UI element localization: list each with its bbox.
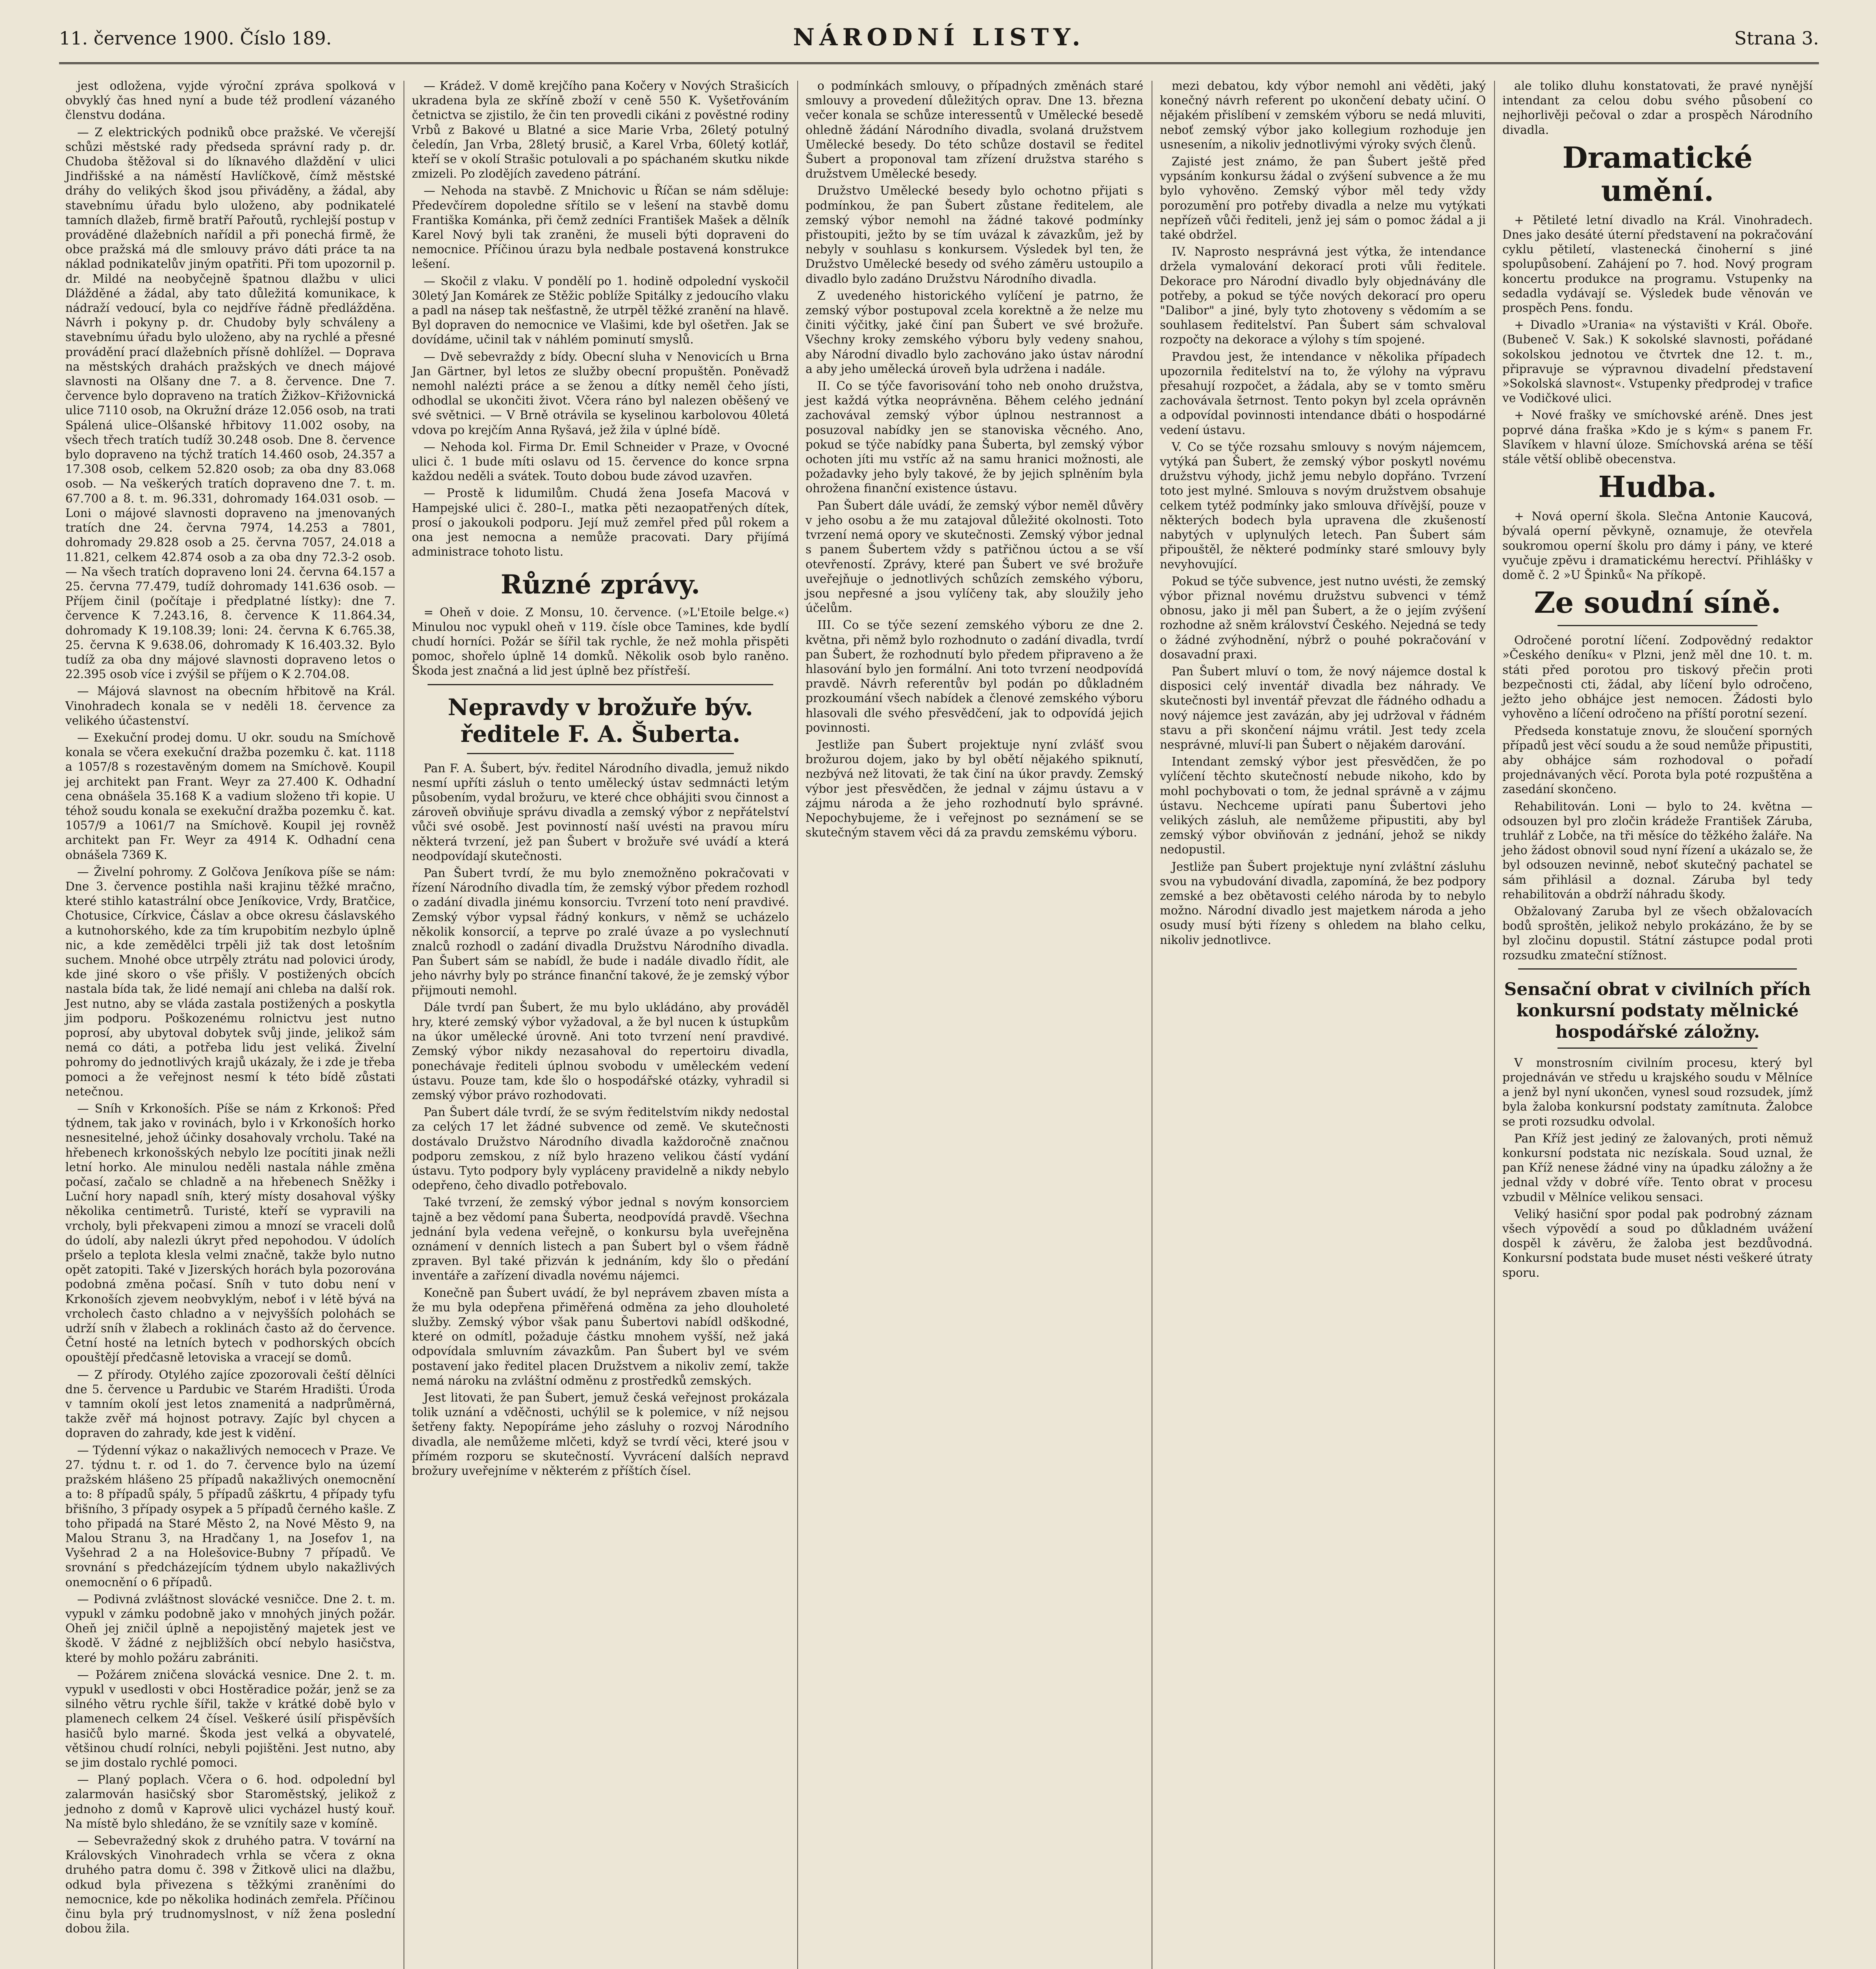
paragraph: — Sebevražedný skok z druhého patra. V tovární na Královských Vinohradech vrhla se včera z okna druhého patra domu č. 398 v Žitkově ulici na dlažbu, odkud byla přivezena s těžkými zraněními do nemocnice, kde po několika hodinách zemřela. Příčinou činu byla prý trudnomyslnost, v níž žena poslední dobou žila. [65,1834,395,1936]
paragraph: Předseda konstatuje znovu, že sloučení sporných případů jest věcí soudu a že soud nemůže připustiti, aby obhájce sám rozhodoval o pořadí projednávaných věcí. Porota byla poté rozpuštěna a zasedání skončeno. [1502,724,1813,796]
paragraph: — Exekuční prodej domu. U okr. soudu na Smíchově konala se včera exekuční dražba pozemku č. kat. 1118 a 1057/8 s rozestavěným domem na Smíchově. Koupil jej architekt pan Frant. Weyr za 27.400 K. Odhadní cena obnášela 35.168 K a vadium složeno tři kopie. U téhož soudu konala se exekuční dražba pozemku č. kat. 1057/9 a 1061/7 na Smíchově. Koupil jej rovněž architekt pan Fr. Weyr za 4914 K. Odhadní cena obnášela 7369 K. [65,730,395,862]
divider [1518,968,1797,970]
column-3 [799,79,1150,1969]
paragraph: mezi debatou, kdy výbor nemohl ani věděti, jaký konečný návrh referent po ukončení debaty učiní. O nějakém přislíbení v zemském výboru se nedá mluviti, neboť zemský výbor jako kollegium rozhoduje jen usnesením, a nikoliv jednotlivými výroky svých členů. [1160,79,1486,151]
divider [1557,1048,1757,1049]
section-heading-drama: Dramatické umění. [1562,141,1753,208]
paragraph: V monstrosním civilním procesu, který byl projednáván ve středu u krajského soudu v Mělníce a jenž byl nyní ukončen, vynesl soud rozsudek, jímž byla žaloba konkursní podstaty zamítnuta. Žalobce se proti rozsudku odvolal. [1502,1056,1813,1128]
paragraph: IV. Naprosto nesprávná jest výtka, že intendance držela vymalování dekorací proti vůli ředitele. Dekorace pro Národní divadlo byly objednávány dle potřeby, a pokud se týče nových dekorací pro operu "Dalibor" a jiné, byly tyto zhotoveny s vědomím a se souhlasem ředitelství. Pan Šubert sám schvaloval rozpočty na dekorace a výlohy s tím spojené. [1160,245,1486,347]
paragraph: Pan Kříž jest jediný ze žalovaných, proti němuž konkursní podstata nic nezískala. Soud uznal, že pan Kříž nenese žádné viny na úpadku záložny a že jednal vždy v dobré víře. Tento obrat v procesu vzbudil v Mělníce velikou sensaci. [1502,1131,1813,1204]
paragraph: Rehabilitován. Loni — bylo to 24. května — odsouzen byl pro zločin krádeže František Záruba, truhlář z Lobče, na tři měsíce do těžkého žaláře. Na jeho žádost obnovil soud nyní řízení a ukázalo se, že byl odsouzen nevinně, neboť skutečný pachatel se sám přihlásil a doznal. Záruba byl tedy rehabilitován a obdrží náhradu škody. [1502,799,1813,901]
section-heading-music: Hudba. [1598,470,1717,504]
paragraph: jest odložena, vyjde výroční zpráva spolková v obvyklý čas hned nyní a bude též prodlení vázaného členstvu dodána. [65,79,395,122]
paragraph: Zajisté jest známo, že pan Šubert ještě před vypsáním konkursu žádal o zvýšení subvence a že mu bylo vyhověno. Zemský výbor měl tedy vždy porozumění pro potřeby divadla a nelze mu vytýkati nepřízeň vůči řediteli, jenž jej sám o pomoc žádal a ji také obdržel. [1160,155,1486,242]
header-rule [59,62,1819,64]
paragraph: Veliký hasiční spor podal pak podrobný záznam všech výpovědí a soud po důkladném uvážení dospěl k závěru, že žaloba jest bezdůvodná. Konkursní podstata bude muset nésti veškeré útraty sporu. [1502,1207,1813,1279]
paragraph: — Požárem zničena slovácká vesnice. Dne 2. t. m. vypukl v usedlosti v obci Hostěradice požár, jenž se za silného větru rychle šířil, takže v krátké době bylo v plamenech celkem 24 čísel. Veškeré úsilí přispěvších hasičů bylo marné. Škoda jest velká a obyvatelé, většinou chudí rolníci, nebyli pojištěni. Jest nutno, aby se jim dostalo rychlé pomoci. [65,1668,395,1769]
divider [467,753,734,754]
paragraph: Odročené porotní líčení. Zodpovědný redaktor »Českého deníku« v Plzni, jenž měl dne 10. t. m. státi před porotou pro tiskový přečin proti bezpečnosti cti, žádal, aby líčení bylo odročeno, ježto jeho obhájce jest nemocen. Žádosti bylo vyhověno a líčení odročeno na příští porotní sezení. [1502,634,1813,721]
masthead [59,16,1819,71]
paragraph: Jestliže pan Šubert projektuje nyní zvlášť svou brožurou dojem, jako by byl obětí nějakého spiknutí, nezbývá než litovati, že tak činí na úkor pravdy. Zemský výbor jest přesvědčen, že jednal v zájmu ústavu a v zájmu národa a že jeho rozhodnutí bylo správné. Nepochybujeme, že i veřejnost po seznámení se se skutečným stavem věci dá za pravdu zemskému výboru. [806,738,1143,840]
paragraph: + Divadlo »Urania« na výstavišti v Král. Oboře. (Bubeneč V. Sak.) K sokolské slavnosti, pořádané sokolskou jednotou ve čtvrtek dne 12. t. m., připravuje se výpravnou divadelní představení »Sokolská slavnost«. Vstupenky předprodej v trafice ve Vodičkové ulici. [1502,318,1813,405]
paragraph: Pravdou jest, že intendance v několika případech upozornila ředitelství na to, že výlohy na výpravu přesahují rozpočet, a žádala, aby se v tomto směru zachovávala šetrnost. Tento pokyn byl zcela oprávněn a odpovídal povinnosti intendance dbáti o hospodárné vedení ústavu. [1160,350,1486,437]
column-1 [59,79,402,1969]
paragraph: Také tvrzení, že zemský výbor jednal s novým konsorciem tajně a bez vědomí pana Šuberta, neodpovídá pravdě. Všechna jednání byla vedena veřejně, o konkursu byla uveřejněna oznámení v denních listech a pan Šubert byl o všem řádně zpraven. Byl také přizván k jednáním, kdy šlo o předání inventáře a zařízení divadla novému nájemci. [412,1196,789,1283]
paragraph: V. Co se týče rozsahu smlouvy s novým nájemcem, vytýká pan Šubert, že zemský výbor poskytl novému družstvu výhody, jichž jemu nebylo dopřáno. Tvrzení toto jest mylné. Smlouva s novým družstvem obsahuje celkem tytéž podmínky jako smlouva dřívější, pouze v některých bodech byla upravena dle zkušeností nabytých v uplynulých letech. Pan Šubert sám připouštěl, že některé podmínky staré smlouvy byly nevyhovující. [1160,440,1486,571]
paragraph: — Z elektrických podniků obce pražské. Ve včerejší schůzi městské rady předseda správní rady p. dr. Chudoba štěžoval si do líknavého dlaždění v ulici Jindřišské a na náměstí Havlíčkově, čímž městské dráhy do velikých škod jsou přiváděny, a žádal, aby stavebnímu úřadu bylo uloženo, aby podnikatelé tamních dlažeb, firmě bratří Pařoutů, rychlejší postup v prováděné dlažebních nařídil a při ponechá firmě, že obce pražská má dle smlouvy právo dáti práce ta na náklad podnikatelův jiným opatřiti. Při tom upozornil p. dr. Mildé na neobyčejně špatnou dlažbu v ulici Dlážděné a žádal, aby tato důležitá komunikace, k nádraží vedoucí, byla co nejdříve řádně předlážděna. Návrh i pokyny p. dr. Chudoby byly schváleny a stavebnímu úřadu bylo uloženo, aby na rychlé a přesné provádění prací dlažebních přísně dohlížel. — Doprava na městských drahách pražských ve dnech májové slavnosti na Olšany dne 7. a 8. července. Dne 7. července bylo dopraveno na tratích Žižkov–Křižovnická ulice 7110 osob, na Okružní dráze 12.056 osob, na trati Spálená ulice–Olšanské hřbitovy 11.002 osoby, na všech třech tratích tudíž 30.248 osob. Dne 8. července bylo dopraveno na týchž tratích 14.460 osob, 24.357 a 17.308 osob, celkem 52.820 osob; za oba dny 83.068 osob. — Na veškerých tratích dopraveno dne 7. t. m. 67.700 a 8. t. m. 96.331, dohromady 164.031 osob. — Loni o májové slavnosti dopraveno na jmenovaných tratích dne 24. června 7974, 14.253 a 7801, dohromady 29.828 osob a 25. června 7057, 24.018 a 11.821, celkem 42.874 osob a za oba dny 72.3-2 osob. — Na všech tratích dopraveno loni 24. června 64.157 a 25. června 77.479, tudíž dohromady 141.636 osob. — Příjem činil (počítaje i předplatné lístky): dne 7. července K 7.243.16, 8. července K 11.864.34, dohromady K 19.108.39; loni: 24. června K 6.765.38, 25. června K 9.638.06, dohromady K 16.403.32. Bylo tudíž za oba dny májové slavnosti dopraveno letos o 22.395 osob více i zvýšil se příjem o K 2.704.08. [65,125,395,681]
paragraph: Konečně pan Šubert uvádí, že byl neprávem zbaven místa a že mu byla odepřena přiměřená odměna za jeho dlouholeté služby. Zemský výbor však panu Šubertovi nabídl odškodné, které on odmítl, požaduje částku mnohem vyšší, než jaká odpovídala smluvním závazkům. Pan Šubert byl ve svém postavení jako ředitel placen Družstvem a nikoliv zemí, takže nemá nároku na zvláštní odměnu z prostředků zemských. [412,1286,789,1387]
paragraph: Jestliže pan Šubert projektuje nyní zvláštní zásluhu svou na vybudování divadla, zapomíná, že bez podpory zemské a bez obětavosti celého národa by to nebylo možno. Národní divadlo jest majetkem národa a jeho osudy musí býti řízeny s ohledem na blaho celku, nikoliv jednotlivce. [1160,860,1486,947]
paragraph: — Týdenní výkaz o nakažlivých nemocech v Praze. Ve 27. týdnu t. r. od 1. do 7. července bylo na území pražském hlášeno 25 případů nakažlivých onemocnění a to: 8 případů spály, 5 případů záškrtu, 4 případy tyfu břišního, 3 případy osypek a 5 případů černého kašle. Z toho připadá na Staré Město 2, na Nové Město 9, na Malou Stranu 3, na Hradčany 1, na Josefov 1, na Vyšehrad 2 a na Holešovice-Bubny 7 případů. Ve srovnání s předcházejícím týdnem ubylo nakažlivých onemocnění o 6 případů. [65,1443,395,1589]
paragraph: Dále tvrdí pan Šubert, že mu bylo ukládáno, aby prováděl hry, které zemský výbor vyžadoval, a že byl nucen k ústupkům na úkor umělecké úrovně. Ani toto tvrzení není pravdivé. Zemský výbor nikdy nezasahoval do repertoiru divadla, ponechávaje řediteli úplnou svobodu v uměleckém vedení ústavu. Pouze tam, kde šlo o hospodářské otázky, vyhradil si zemský výbor právo rozhodovati. [412,1000,789,1102]
issue-date: 11. července 1900. Číslo 189. [59,28,332,49]
column-2 [406,79,795,1969]
article-heading-sensace: Sensační obrat v civilních přích konkursní podstaty mělnické hospodářské záložny. [1504,979,1811,1042]
paragraph: — Májová slavnost na obecním hřbitově na Král. Vinohradech konala se v neděli 18. července za velikého účastenství. [65,684,395,727]
page-number: Strana 3. [1734,28,1819,49]
paragraph: ale toliko dluhu konstatovati, že pravé nynější intendant za celou dobu svého působení co nejhorlivěji pečoval o zdar a prospěch Národního divadla. [1502,79,1813,137]
paragraph: — Sníh v Krkonoších. Píše se nám z Krkonoš: Před týdnem, tak jako v rovinách, bylo i v Krkonoších horko nesnesitelné, jehož účinky dosahovaly vrcholu. Také na hřebenech krkonošských nebylo lze pocítiti jinak nežli letní horko. Ale minulou neděli nastala náhle změna počasí, začalo se chladně a na hřebenech Sněžky i Luční hory napadl sníh, který místy dosahoval výšky několika centimetrů. Turisté, kteří se vypravili na vrcholy, byli překvapeni zimou a mnozí se vraceli dolů do údolí, aby nalezli úkryt před nepohodou. V údolích pršelo a teplota klesla velmi značně, takže bylo nutno opět zatopiti. Také v Jizerských horách byla pozorována podobná změna počasí. Sníh v tuto dobu není v Krkonoších zjevem neobvyklým, neboť i v létě bývá na vrcholech často chladno a v nejvyšších polohách se udrží sníh v žlabech a roklinách často až do července. Četní hosté na letních bytech v podhorských obcích opouštějí předčasně letoviska a vracejí se domů. [65,1102,395,1365]
divider [428,684,773,685]
paragraph: Pan Šubert dále tvrdí, že se svým ředitelstvím nikdy nedostal za celých 17 let žádné subvence od země. Ve skutečnosti dostávalo Družstvo Národního divadla každoročně značnou podporu zemskou, z níž bylo hrazeno velikou částí vydání ústavu. Tyto podpory byly vypláceny pravidelně a nikdy nebylo odepřeno, čeho divadlo potřebovalo. [412,1105,789,1192]
paragraph: — Nehoda na stavbě. Z Mnichovic u Říčan se nám sděluje: Předevčírem dopoledne sřítilo se v lešení na stavbě domu Františka Kománka, při čemž zedníci František Mašek a dělník Karel Nový byli tak zraněni, že museli býti dopraveni do nemocnice. Příčinou úrazu byla nedbale postavená konstrukce lešení. [412,184,789,271]
paragraph: Z uvedeného historického vylíčení je patrno, že zemský výbor postupoval zcela korektně a že nelze mu činiti výčitky, jaké činí pan Šubert ve své brožuře. Všechny kroky zemského výboru byly vedeny snahou, aby Národní divadlo bylo zachováno jako ústav národní a aby jeho umělecká úroveň byla udržena i nadále. [806,289,1143,376]
divider [1557,625,1757,626]
paragraph: — Skočil z vlaku. V pondělí po 1. hodině odpolední vyskočil 30letý Jan Komárek ze Stěžic poblíže Spitálky z jedoucího vlaku a padl na násep tak nešťastně, že utrpěl těžké zranění na hlavě. Byl dopraven do nemocnice ve Vlašimi, kde byl ošetřen. Jak se dovídáme, učinil tak v náhlém pominutí smyslů. [412,274,789,347]
paragraph: Družstvo Umělecké besedy bylo ochotno přijati s podmínkou, že pan Šubert zůstane ředitelem, ale zemský výbor nemohl na žádné takové podmínky přistoupiti, ježto by se tím uvázal k závazkům, jež by nebyly v souhlasu s konkursem. Výsledek byl ten, že Družstvo Umělecké besedy od svého záměru ustoupilo a divadlo bylo zadáno Družstvu Národního divadla. [806,184,1143,286]
paragraph: + Nová operní škola. Slečna Antonie Kaucová, bývalá operní pěvkyně, oznamuje, že otevřela soukromou operní školu pro dámy i pány, ve které vyučuje zpěvu i dramatickému herectví. Přihlášky v domě č. 2 »U Špinků« Na příkopě. [1502,510,1813,582]
paragraph: — Prostě k lidumilům. Chudá žena Josefa Macová v Hampejské ulici č. 280–I., matka pěti nezaopatřených dítek, prosí o jakoukoli podporu. Její muž zemřel před půl rokem a ona jest nemocna a nemůže pracovati. Dary přijímá administrace tohoto listu. [412,486,789,559]
paragraph: — Planý poplach. Včera o 6. hod. odpolední byl zalarmován hasičský sbor Staroměstský, jelikož z jednoho z domů v Kaprově ulici vycházel hustý kouř. Na místě bylo shledáno, že se vznítily saze v komíně. [65,1773,395,1830]
paragraph: — Podivná zvláštnost slovácké vesničce. Dne 2. t. m. vypukl v zámku podobně jako v mnohých jiných požár. Oheň jej zničil úplně a nepojistěný majetek jest ve škodě. V žádné z nejbližších obcí nebylo hasičstva, které by mohlo požáru zabrániti. [65,1592,395,1665]
paragraph: Pan F. A. Šubert, býv. ředitel Národního divadla, jemuž nikdo nesmí upříti zásluh o tento umělecký ústav sedmnácti letým působením, vydal brožuru, ve které chce obhájiti svou činnost a zároveň obviňuje správu divadla a zemský výbor z nepřátelství vůči své osobě. Jest povinností naší uvésti na pravou míru některá tvrzení, jež pan Šubert v brožuře své uvádí a která neodpovídají skutečnosti. [412,761,789,863]
paragraph: Pan Šubert tvrdí, že mu bylo znemožněno pokračovati v řízení Národního divadla tím, že zemský výbor předem rozhodl o zadání divadla jinému konsorciu. Tvrzení toto není pravdivé. Zemský výbor vypsal řádný konkurs, v němž se ucházelo několik konsorcií, a teprve po zralé úvaze a po vyslechnutí znalců rozhodl o zadání divadla Družstvu Národního divadla. Pan Šubert sám se nabídl, že bude i nadále divadlo řídit, ale jeho návrhy byly po stránce finanční takové, že je zemský výbor přijmouti nemohl. [412,866,789,997]
paragraph: III. Co se týče sezení zemského výboru ze dne 2. května, při němž bylo rozhodnuto o zadání divadla, tvrdí pan Šubert, že rozhodnutí bylo předem připraveno a že hlasování bylo jen formální. Ani toto tvrzení neodpovídá pravdě. Návrh referentův byl podán po důkladném prozkoumání všech nabídek a členové zemského výboru hlasovali dle svého přesvědčení, jak to odpovídá jejich povinnosti. [806,618,1143,734]
column-5 [1496,79,1819,1969]
paragraph: Obžalovaný Zaruba byl ze všech obžalovacích bodů sproštěn, jelikož nebylo prokázáno, že by se byl zločinu dopustil. Státní zástupce podal proti rozsudku zmateční stížnost. [1502,904,1813,962]
paragraph: II. Co se týče favorisování toho neb onoho družstva, jest každá výtka neoprávněna. Během celého jednání zachovával zemský výbor úplnou nestrannost a posuzoval nabídky jen se stanoviska věcného. Ano, pokud se týče nabídky pana Šuberta, byl zemský výbor ochoten jíti mu vstříc až na samu hranici možnosti, ale požadavky jeho byly takové, že by jejich splněním byla ohrožena finanční existence ústavu. [806,379,1143,495]
paragraph: — Krádež. V domě krejčího pana Kočery v Nových Strašicích ukradena byla ze skříně zboží v ceně 550 K. Vyšetřováním četnictva se zjistilo, že čin ten provedli cikáni z pověstné rodiny Vrbů z Bakové u Blatné a sice Marie Vrba, 26letý potulný čeledín, Jan Vrba, 28letý brusič, a Karel Vrba, 60letý kotlář, kteří se v okolí Strašic potulovali a po spáchaném skutku nikde zmizeli. Po zlodějích zavedeno pátrání. [412,79,789,181]
paragraph: Jest litovati, že pan Šubert, jemuž česká veřejnost prokázala tolik uznání a vděčnosti, uchýlil se k polemice, v níž nejsou šetřeny fakty. Nepopíráme jeho zásluhy o rozvoj Národního divadla, ale nemůžeme mlčeti, když se tvrdí věci, které jsou v přímém rozporu se skutečností. Vyvrácení dalších nepravd brožury uveřejníme v některém z příštích čísel. [412,1391,789,1478]
section-heading-misc: Různé zprávy. [500,569,700,600]
paragraph: Intendant zemský výbor jest přesvědčen, že po vylíčení těchto skutečností nebude nikoho, kdo by mohl pochybovati o tom, že jednal správně a v zájmu ústavu. Nechceme upírati panu Šubertovi jeho velikých zásluh, ale nemůžeme připustiti, aby byl zemský výbor obviňován z jednání, jehož se nikdy nedopustil. [1160,755,1486,857]
column-rule [797,81,798,1969]
paragraph: Pan Šubert mluví o tom, že nový nájemce dostal k disposici celý inventář divadla bez náhrady. Ve skutečnosti byl inventář převzat dle řádného odhadu a nový nájemce jest zavázán, aby jej udržoval v řádném stavu a při skončení nájmu vrátil. Jest tedy zcela nesprávné, mluví-li pan Šubert o nějakém darování. [1160,664,1486,751]
article-heading: Nepravdy v brožuře býv. ředitele F. A. Šuberta. [448,693,753,747]
paragraph: — Nehoda kol. Firma Dr. Emil Schneider v Praze, v Ovocné ulici č. 1 bude míti oslavu od 15. července do konce srpna každou neděli a svátek. Touto dobou bude závod uzavřen. [412,440,789,483]
paragraph: o podmínkách smlouvy, o případných změnách staré smlouvy a provedení důležitých oprav. Dne 13. března večer konala se schůze interessentů v Umělecké besedě ohledně žádání Národního divadla, svolaná družstvem Umělecké besedy. Do této schůze dostavil se ředitel Šubert a proponoval tam zřízení družstva starého s družstvem Umělecké besedy. [806,79,1143,181]
paragraph: — Dvě sebevraždy z bídy. Obecní sluha v Nenovicích u Brna Jan Gärtner, byl letos ze služby obecní propuštěn. Poněvadž nemohl nalézti práce a se ženou a dítky neměl čeho jísti, odhodlal se ukončiti život. Včera ráno byl nalezen oběšený ve své světnici. — V Brně otrávila se kyselinou karbolovou 40letá vdova po krejčím Anna Ryšavá, jež žila v úplné bídě. [412,350,789,437]
column-4 [1154,79,1492,1969]
paragraph: + Nové frašky ve smíchovské aréně. Dnes jest poprvé dána fraška »Kdo je s kým« s panem Fr. Slavíkem v hlavní úloze. Smíchovská aréna se těší stále větší oblibě obecenstva. [1502,408,1813,466]
paragraph: + Pětileté letní divadlo na Král. Vinohradech. Dnes jako desáté úterní představení na pokračování cyklu pětiletí, vlastenecká činoherní s jiné spolupůsobení. Zahájení po 7. hod. Nový program koncertu produkce na programu. Vstupenky na sedadla vydávají se. Výsledek bude věnován ve prospěch Pens. fondu. [1502,213,1813,315]
newspaper-title: NÁRODNÍ LISTY. [793,24,1085,51]
paragraph: = Oheň v doie. Z Monsu, 10. července. (»L'Etoile belge.«) Minulou noc vypukl oheň v 119. čísle obce Tamines, kde bydlí chudí horníci. Požár se šířil tak rychle, že než mohla přispěti pomoc, shořelo úplně 14 domků. Několik osob bylo raněno. Škoda jest značná a lid jest úplně bez přístřeší. [412,605,789,678]
section-heading-court: Ze soudní síně. [1534,586,1781,620]
paragraph: Pokud se týče subvence, jest nutno uvésti, že zemský výbor přiznal novému družstvu subvenci v témž obnosu, jako ji měl pan Šubert, a že o jejím zvýšení rozhodne až sněm království Českého. Nejedná se tedy o žádné zvýhodnění, nýbrž o pouhé pokračování v dosavadní praxi. [1160,574,1486,661]
paragraph: — Z přírody. Otylého zajíce zpozorovali čeští dělníci dne 5. července u Pardubic ve Starém Hradišti. Úroda v tamním okolí jest letos znamenitá a nadprůměrná, takže zvěř má hojnost potravy. Zajíc byl chycen a dopraven do zahrady, kde jest k vidění. [65,1368,395,1440]
paragraph: — Živelní pohromy. Z Golčova Jeníkova píše se nám: Dne 3. července postihla naši krajinu těžké mračno, které stihlo katastrální obce Jeníkovice, Vrdy, Bratčice, Chotusice, Církvice, Čáslav a obce okresu čáslavského a kutnohorského, kde za tím krupobitím nezbylo úplně nic, a kde zemědělci trpěli již tak dost letošním suchem. Mnohé obce utrpěly ztrátu nad polovici úrody, kde jiné skoro o vše přišly. V postižených obcích nastala bída tak, že lidé nemají ani chleba na další rok. Jest nutno, aby se vláda zastala postižených a poskytla jim podporu. Poškozenému rolnictvu jest nutno poprosí, aby ubytoval dobytek svůj jinde, jelikož sám nemá co dáti, a potřeba lidu jest veliká. Živelní pohromy do jednotlivých krajů ukázaly, že i zde je třeba pomoci a že veřejnost nesmí k této bídě zůstati netečnou. [65,865,395,1098]
paragraph: Pan Šubert dále uvádí, že zemský výbor neměl důvěry v jeho osobu a že mu zatajoval důležité okolnosti. Toto tvrzení nemá opory ve skutečnosti. Zemský výbor jednal s panem Šubertem vždy s patřičnou úctou a se vší otevřeností. Zprávy, které pan Šubert ve své brožuře uveřejňuje o jednotlivých schůzích zemského výboru, jsou nepřesné a jsou vylíčeny tak, aby sloužily jeho účelům. [806,499,1143,615]
column-rule [1494,81,1495,1969]
